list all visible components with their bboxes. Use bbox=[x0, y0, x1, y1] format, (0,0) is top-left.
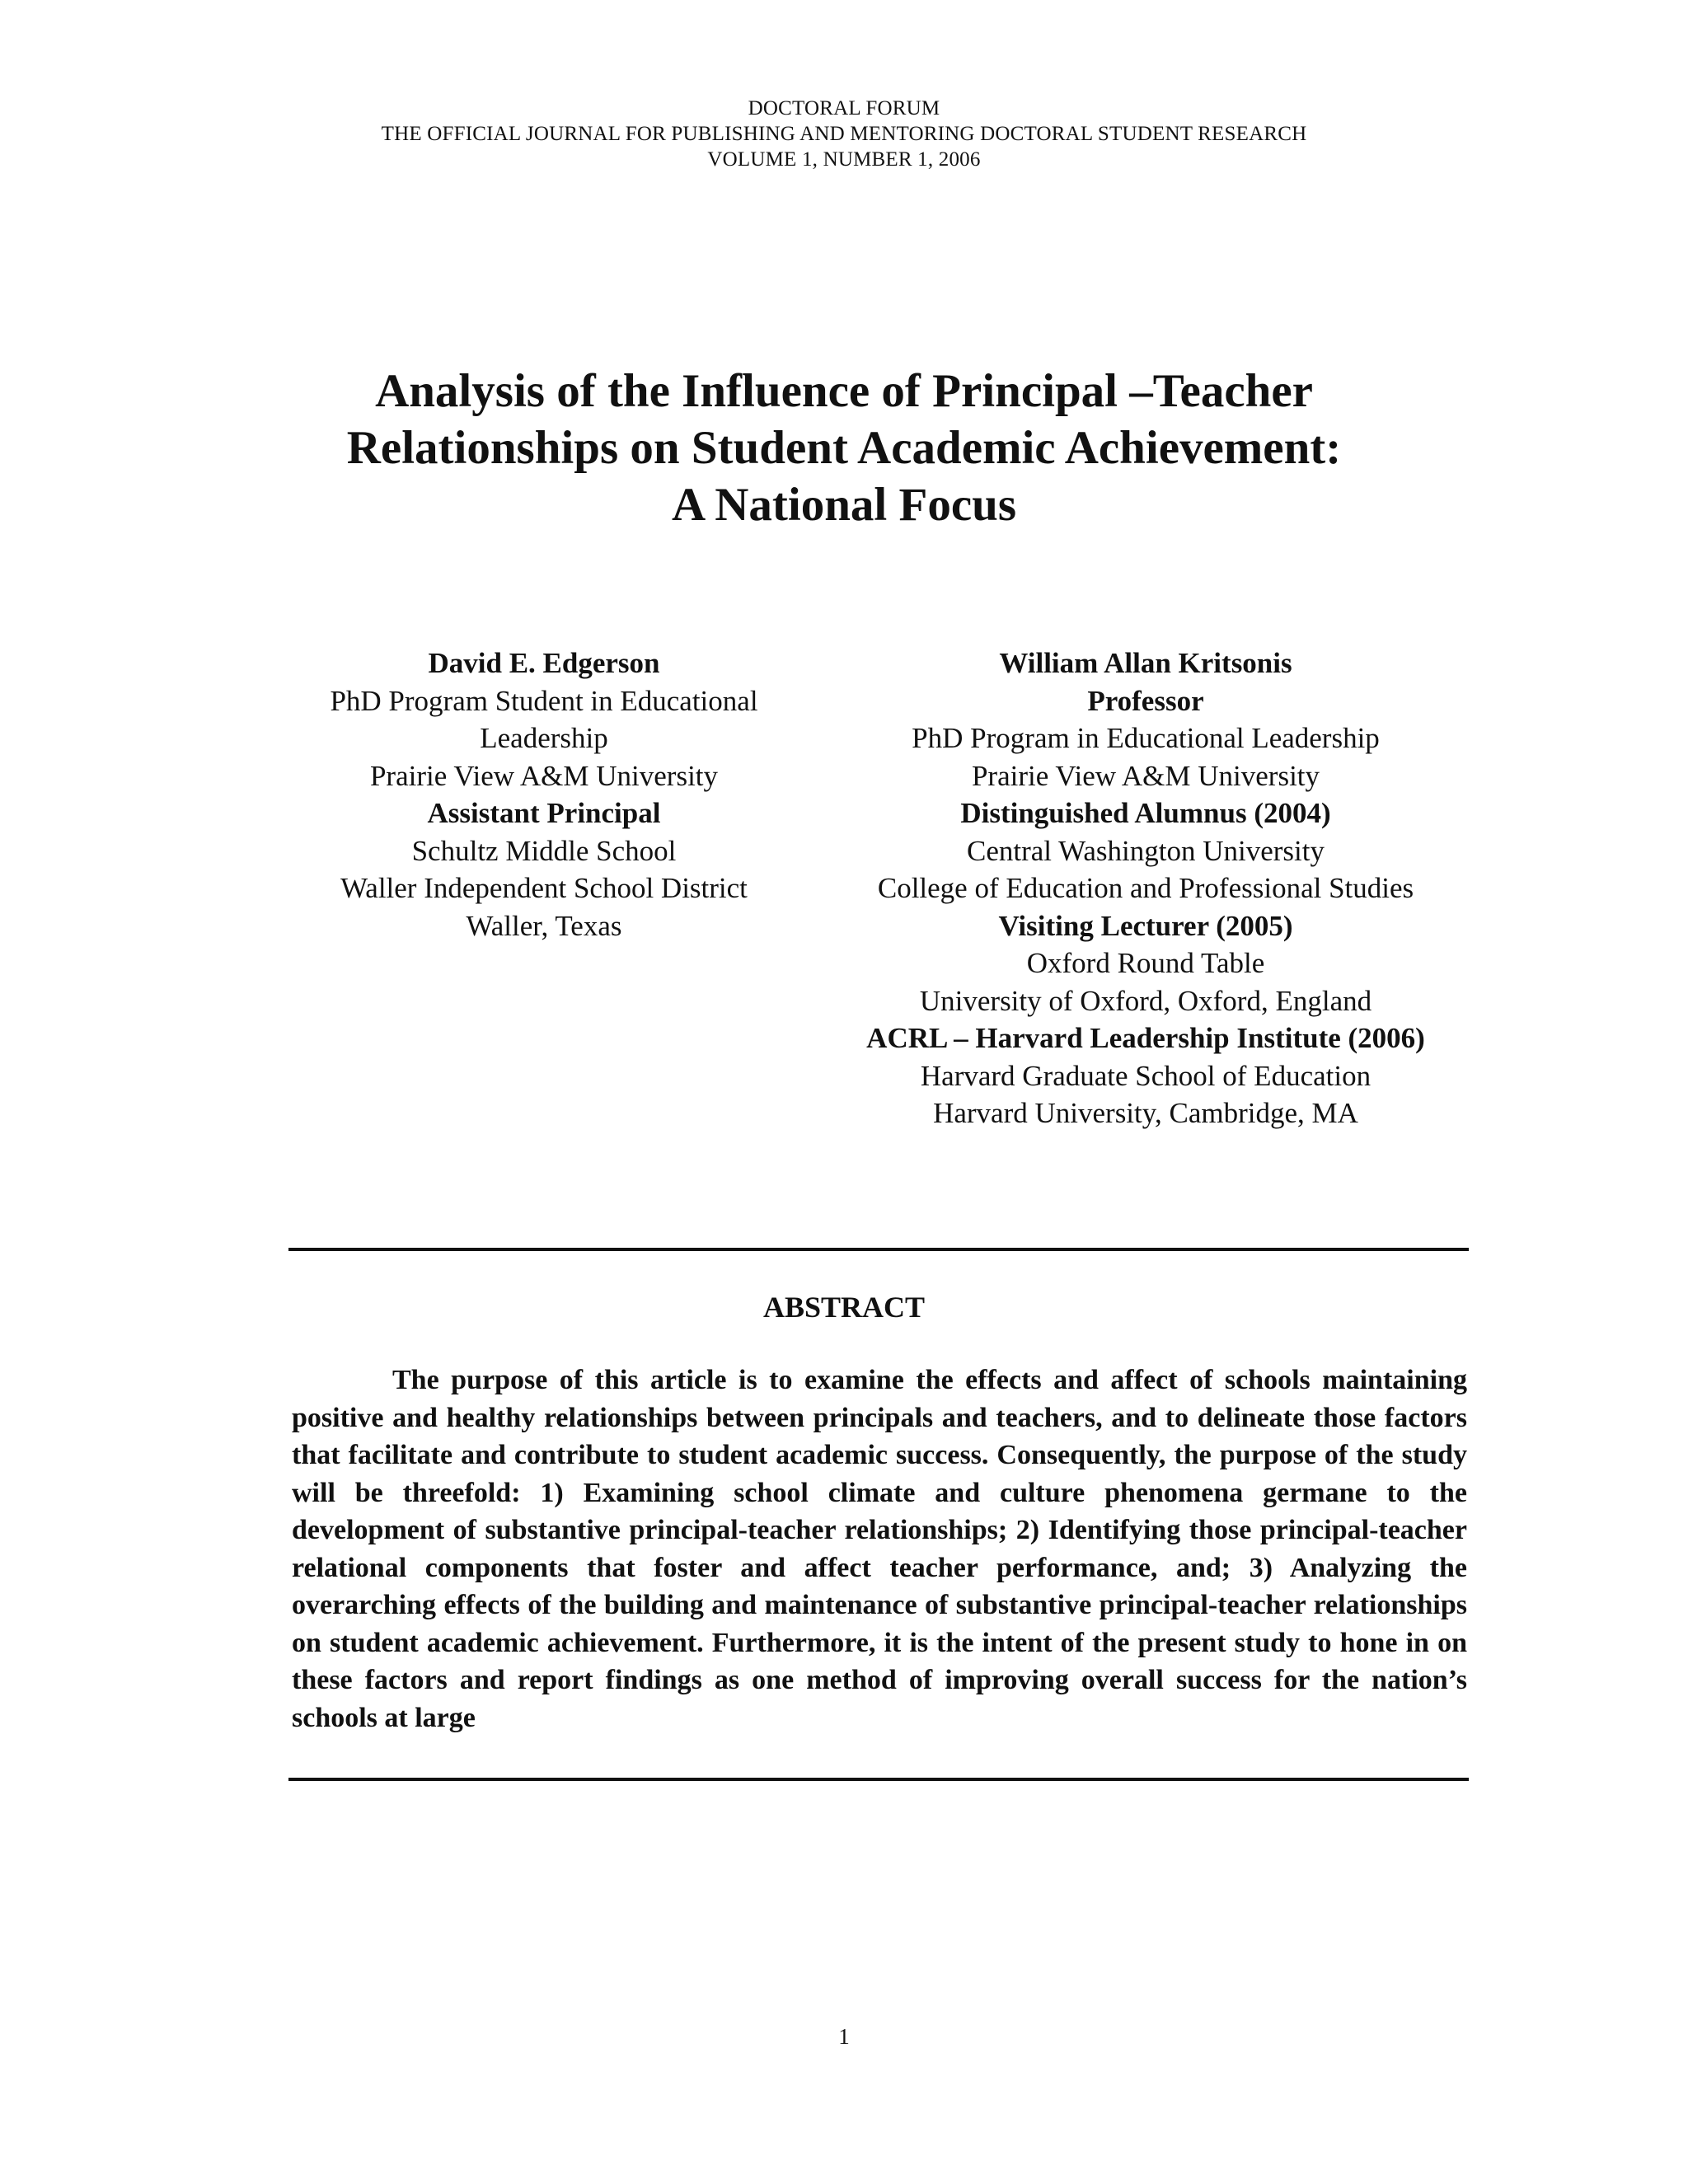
author-right-affiliation-2: Prairie View A&M University bbox=[971, 759, 1320, 792]
author-right-name: William Allan Kritsonis bbox=[999, 647, 1292, 679]
author-left-role: Assistant Principal bbox=[427, 797, 661, 829]
author-right bbox=[808, 644, 1484, 1132]
author-right-honor-2: Visiting Lecturer (2005) bbox=[998, 909, 1293, 942]
author-right-affiliation-5: Oxford Round Table bbox=[1026, 947, 1265, 979]
abstract-bottom-rule bbox=[288, 1778, 1469, 1781]
title-line-3: A National Focus bbox=[671, 479, 1017, 531]
author-right-affiliation-1: PhD Program in Educational Leadership bbox=[912, 722, 1380, 754]
author-right-honor-3: ACRL – Harvard Leadership Institute (2006) bbox=[866, 1022, 1425, 1054]
author-left-affiliation-1: PhD Program Student in Educational bbox=[330, 684, 758, 717]
page-number: 1 bbox=[838, 2024, 850, 2049]
journal-name: DOCTORAL FORUM bbox=[748, 97, 940, 120]
author-left-affiliation-4: Schultz Middle School bbox=[411, 834, 677, 867]
author-right-affiliation-4: College of Education and Professional Studies bbox=[877, 872, 1414, 904]
author-left-name: David E. Edgerson bbox=[428, 647, 660, 679]
author-block bbox=[0, 644, 1688, 1139]
abstract-top-rule bbox=[288, 1248, 1469, 1251]
author-left-affiliation-6: Waller, Texas bbox=[466, 909, 622, 942]
author-left-affiliation-5: Waller Independent School District bbox=[340, 872, 748, 904]
abstract-body: The purpose of this article is to examine the effects and affect of schools maintaining positive and healthy relationships between principals and teachers, and to delineate those factors that facilitate and contribute to student academic success. Consequently, the purpose of the study will be threefold: 1) Examining school climate and culture phenomena germane to the development of substantive principal-teacher relationships; 2) Identifying those principal-teacher relational components that foster and affect teacher performance, and; 3) Analyzing the overarching effects of the building and maintenance of substantive principal-teacher relationships on student academic achievement. Furthermore, it is the intent of the present study to hone in on these factors and report findings as one method of improving overall success for the nation’s schools at large bbox=[292, 1365, 1467, 1733]
title-line-1: Analysis of the Influence of Principal –Teacher bbox=[375, 365, 1313, 417]
author-left bbox=[247, 644, 841, 944]
journal-subtitle: THE OFFICIAL JOURNAL FOR PUBLISHING AND MENTORING DOCTORAL STUDENT RESEARCH bbox=[381, 123, 1307, 145]
journal-volume: VOLUME 1, NUMBER 1, 2006 bbox=[707, 148, 981, 171]
journal-header bbox=[0, 96, 1688, 172]
author-right-role: Professor bbox=[1087, 684, 1204, 717]
author-right-affiliation-7: Harvard Graduate School of Education bbox=[920, 1059, 1372, 1092]
author-left-affiliation-3: Prairie View A&M University bbox=[369, 759, 719, 792]
author-right-affiliation-3: Central Washington University bbox=[967, 834, 1325, 867]
author-left-affiliation-2: Leadership bbox=[480, 722, 608, 754]
article-title bbox=[0, 363, 1688, 533]
author-right-affiliation-6: University of Oxford, Oxford, England bbox=[919, 984, 1372, 1017]
abstract-heading: ABSTRACT bbox=[762, 1291, 926, 1324]
author-right-affiliation-8: Harvard University, Cambridge, MA bbox=[933, 1097, 1358, 1129]
author-right-honor-1: Distinguished Alumnus (2004) bbox=[960, 797, 1331, 829]
title-line-2: Relationships on Student Academic Achievement: bbox=[346, 422, 1342, 474]
